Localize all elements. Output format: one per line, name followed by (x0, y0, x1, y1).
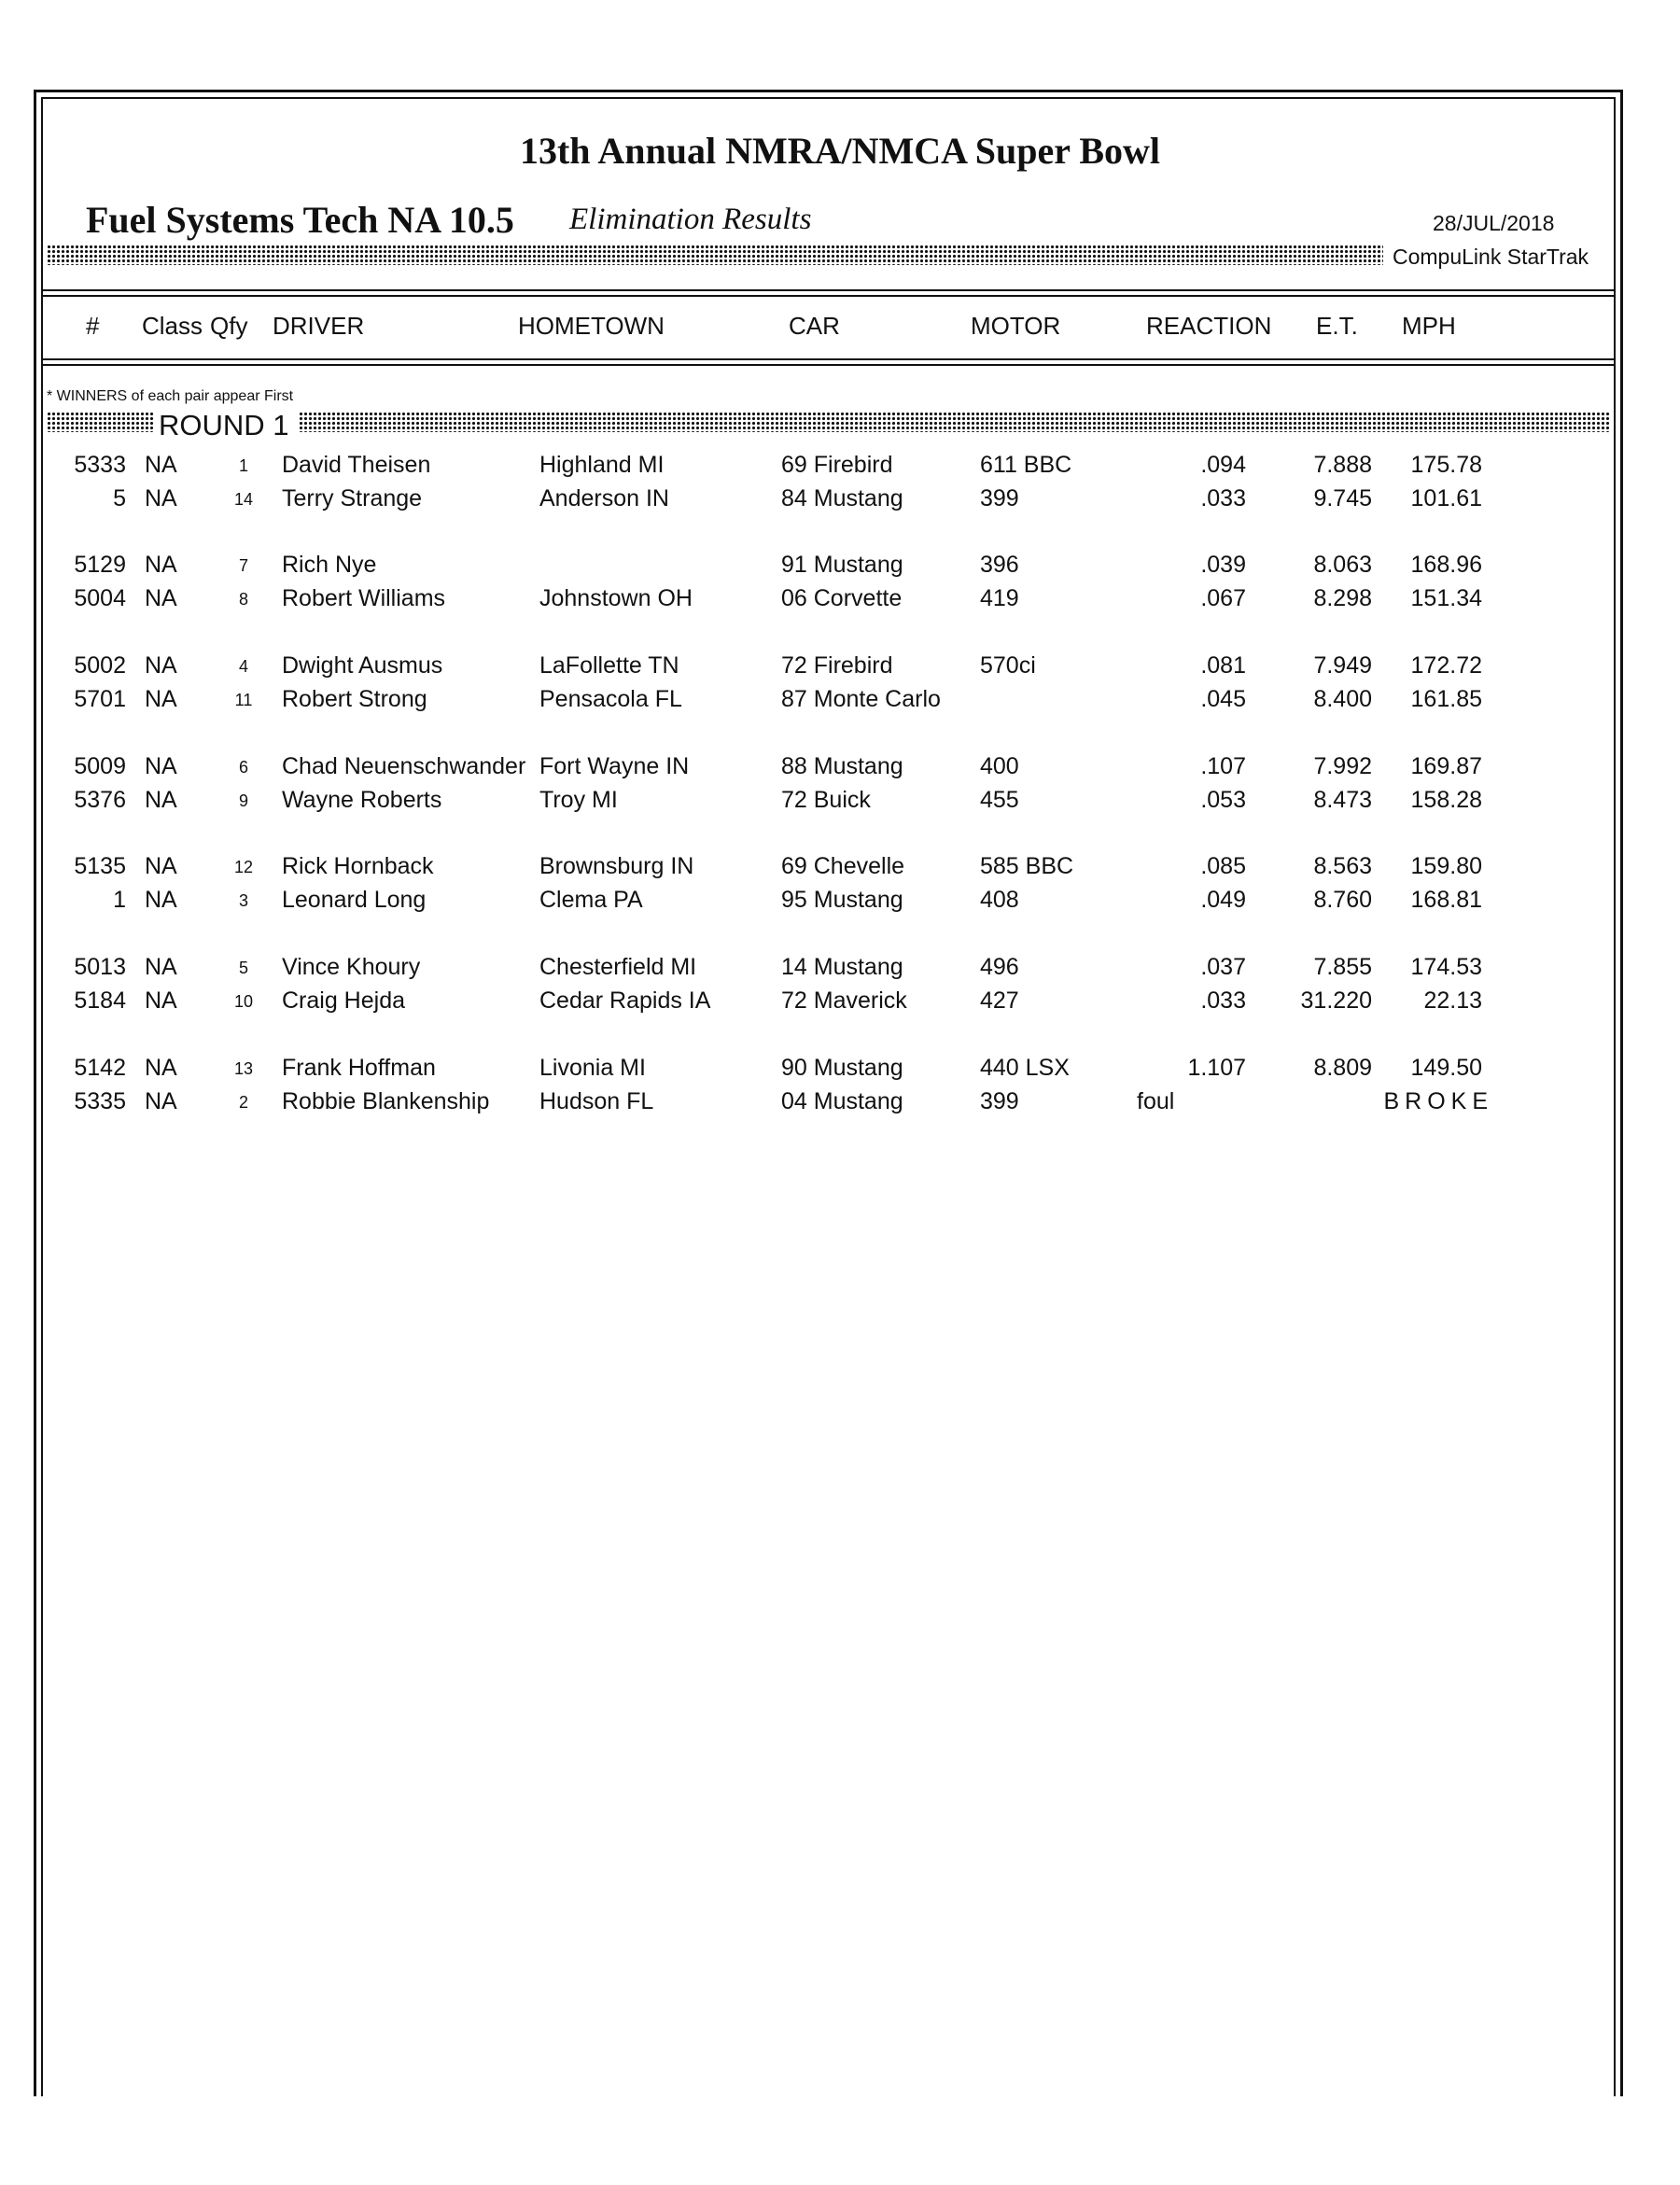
report-type: Elimination Results (569, 203, 812, 236)
row-qualifier: 4 (238, 657, 248, 676)
row-car: 06 Corvette (781, 585, 903, 611)
row-mph: 158.28 (1410, 787, 1482, 813)
row-class: NA (145, 1055, 177, 1081)
row-driver: Vince Khoury (282, 954, 421, 980)
row-mph: 168.81 (1410, 887, 1482, 913)
col-driver-header: DRIVER (273, 312, 365, 340)
row-et: 8.760 (1313, 887, 1372, 913)
col-hometown-header: HOMETOWN (518, 312, 665, 340)
row-hometown: Hudson FL (539, 1088, 654, 1114)
row-mph: 168.96 (1410, 552, 1482, 578)
row-motor: 611 BBC (980, 452, 1072, 478)
row-motor: 399 (980, 485, 1019, 511)
row-driver: Rich Nye (282, 552, 377, 578)
row-hometown: Troy MI (539, 787, 618, 813)
row-driver: Rick Hornback (282, 853, 434, 879)
row-qualifier: 5 (238, 959, 248, 977)
row-driver: Dwight Ausmus (282, 652, 443, 679)
row-mph: 149.50 (1410, 1055, 1482, 1081)
row-car-number: 5333 (74, 452, 126, 478)
row-driver: Terry Strange (282, 485, 423, 511)
row-reaction: .067 (1200, 585, 1246, 611)
winners-note: * WINNERS of each pair appear First (47, 388, 294, 404)
header-rule-bottom-b (41, 364, 1616, 366)
row-class: NA (145, 954, 177, 980)
row-reaction: .033 (1200, 485, 1246, 511)
row-car-number: 5335 (74, 1088, 126, 1114)
row-reaction: .094 (1200, 452, 1246, 478)
row-reaction: .033 (1200, 987, 1246, 1014)
row-reaction: .085 (1200, 853, 1246, 879)
row-et: 9.745 (1313, 485, 1372, 511)
row-mph: 175.78 (1410, 452, 1482, 478)
row-hometown: Highland MI (539, 452, 665, 478)
row-hometown: Livonia MI (539, 1055, 646, 1081)
row-driver: Wayne Roberts (282, 787, 442, 813)
row-car: 72 Firebird (781, 652, 893, 679)
row-car-number: 5184 (74, 987, 126, 1014)
row-hometown: LaFollette TN (539, 652, 679, 679)
col-motor-header: MOTOR (971, 312, 1061, 340)
row-car-number: 5004 (74, 585, 126, 611)
row-class: NA (145, 753, 177, 779)
row-motor: 570ci (980, 652, 1036, 679)
row-car: 87 Monte Carlo (781, 686, 941, 712)
row-driver: David Theisen (282, 452, 431, 478)
row-class: NA (145, 452, 177, 478)
row-et: 8.473 (1313, 787, 1372, 813)
row-car: 04 Mustang (781, 1088, 903, 1114)
col-number-header: # (86, 312, 100, 340)
row-qualifier: 6 (238, 758, 248, 777)
row-qualifier: 7 (238, 556, 248, 575)
row-car: 95 Mustang (781, 887, 903, 913)
row-et: 7.992 (1313, 753, 1372, 779)
row-et: 31.220 (1300, 987, 1372, 1014)
row-car: 88 Mustang (781, 753, 903, 779)
row-reaction: .045 (1200, 686, 1246, 712)
row-qualifier: 10 (233, 992, 254, 1011)
row-qualifier: 14 (233, 490, 254, 509)
row-driver: Robert Strong (282, 686, 427, 712)
row-class: NA (145, 652, 177, 679)
row-et: 7.855 (1313, 954, 1372, 980)
row-class: NA (145, 552, 177, 578)
row-car-number: 5 (113, 485, 126, 511)
row-car-number: 1 (113, 887, 126, 913)
row-qualifier: 9 (238, 791, 248, 810)
row-car-number: 5002 (74, 652, 126, 679)
row-qualifier: 13 (233, 1059, 254, 1078)
row-et: 8.400 (1313, 686, 1372, 712)
round-dotted-rule-right (299, 412, 1610, 432)
row-motor: 440 LSX (980, 1055, 1070, 1081)
row-car-number: 5129 (74, 552, 126, 578)
row-et: 7.949 (1313, 652, 1372, 679)
row-car-number: 5009 (74, 753, 126, 779)
row-qualifier: 2 (238, 1093, 248, 1112)
row-car-number: 5142 (74, 1055, 126, 1081)
row-car: 69 Chevelle (781, 853, 905, 879)
row-mph: 22.13 (1423, 987, 1482, 1014)
row-motor: 419 (980, 585, 1019, 611)
event-title: 13th Annual NMRA/NMCA Super Bowl (519, 130, 1161, 172)
row-hometown: Cedar Rapids IA (539, 987, 711, 1014)
row-driver: Robert Williams (282, 585, 446, 611)
row-class: NA (145, 853, 177, 879)
row-mph: 172.72 (1410, 652, 1482, 679)
row-motor: 427 (980, 987, 1019, 1014)
row-car: 72 Maverick (781, 987, 907, 1014)
row-mph: 174.53 (1410, 954, 1482, 980)
report-date: 28/JUL/2018 (1433, 211, 1555, 235)
row-class: NA (145, 1088, 177, 1114)
row-result: BROKE (1383, 1088, 1493, 1114)
row-motor: 496 (980, 954, 1019, 980)
row-motor: 585 BBC (980, 853, 1074, 879)
row-car: 72 Buick (781, 787, 871, 813)
row-motor: 399 (980, 1088, 1019, 1114)
row-qualifier: 3 (238, 891, 248, 910)
row-reaction: .053 (1200, 787, 1246, 813)
col-reaction-header: REACTION (1146, 312, 1272, 340)
row-car-number: 5013 (74, 954, 126, 980)
row-reaction: .037 (1200, 954, 1246, 980)
row-hometown: Pensacola FL (539, 686, 682, 712)
row-driver: Craig Hejda (282, 987, 406, 1014)
row-motor: 396 (980, 552, 1019, 578)
row-reaction: .081 (1200, 652, 1246, 679)
row-hometown: Fort Wayne IN (539, 753, 690, 779)
row-driver: Robbie Blankenship (282, 1088, 490, 1114)
row-reaction: .049 (1200, 887, 1246, 913)
brand-label: CompuLink StarTrak (1393, 245, 1589, 269)
row-hometown: Johnstown OH (539, 585, 693, 611)
row-et: 8.563 (1313, 853, 1372, 879)
row-car-number: 5376 (74, 787, 126, 813)
row-motor: 455 (980, 787, 1019, 813)
row-reaction: 1.107 (1187, 1055, 1246, 1081)
row-motor: 400 (980, 753, 1019, 779)
row-class: NA (145, 887, 177, 913)
col-et-header: E.T. (1316, 312, 1358, 340)
row-class: NA (145, 686, 177, 712)
row-car-number: 5135 (74, 853, 126, 879)
row-et: 8.298 (1313, 585, 1372, 611)
row-mph: 151.34 (1410, 585, 1482, 611)
header-rule-top-b (41, 295, 1616, 297)
col-car-header: CAR (789, 312, 840, 340)
row-et: 7.888 (1313, 452, 1372, 478)
round-dotted-rule-left (47, 412, 154, 432)
row-mph: 101.61 (1410, 485, 1482, 511)
row-qualifier: 11 (234, 691, 253, 709)
row-class: NA (145, 585, 177, 611)
row-qualifier: 8 (238, 590, 248, 609)
row-car: 90 Mustang (781, 1055, 903, 1081)
row-car-number: 5701 (74, 686, 126, 712)
row-car: 84 Mustang (781, 485, 903, 511)
round-label: ROUND 1 (159, 409, 289, 441)
row-qualifier: 1 (238, 456, 248, 475)
row-hometown: Chesterfield MI (539, 954, 697, 980)
row-mph: 169.87 (1410, 753, 1482, 779)
header-rule-top-a (41, 289, 1616, 291)
row-class: NA (145, 485, 177, 511)
row-driver: Leonard Long (282, 887, 427, 913)
class-name: Fuel Systems Tech NA 10.5 (86, 199, 514, 241)
row-car: 14 Mustang (781, 954, 903, 980)
header-dotted-rule (47, 245, 1383, 265)
row-mph: 161.85 (1410, 686, 1482, 712)
row-car: 91 Mustang (781, 552, 903, 578)
col-qfy-header: Qfy (210, 312, 248, 340)
row-class: NA (145, 787, 177, 813)
header-rule-bottom-a (41, 358, 1616, 360)
row-foul: foul (1137, 1088, 1175, 1114)
row-mph: 159.80 (1410, 853, 1482, 879)
row-driver: Frank Hoffman (282, 1055, 436, 1081)
col-mph-header: MPH (1402, 312, 1456, 340)
row-qualifier: 12 (233, 858, 254, 876)
row-car: 69 Firebird (781, 452, 893, 478)
row-reaction: .107 (1200, 753, 1246, 779)
row-class: NA (145, 987, 177, 1014)
row-hometown: Anderson IN (539, 485, 669, 511)
row-driver: Chad Neuenschwander (282, 753, 526, 779)
row-hometown: Clema PA (539, 887, 643, 913)
row-motor: 408 (980, 887, 1019, 913)
col-class-header: Class (142, 312, 203, 340)
row-et: 8.063 (1313, 552, 1372, 578)
row-hometown: Brownsburg IN (539, 853, 694, 879)
row-et: 8.809 (1313, 1055, 1372, 1081)
row-reaction: .039 (1200, 552, 1246, 578)
